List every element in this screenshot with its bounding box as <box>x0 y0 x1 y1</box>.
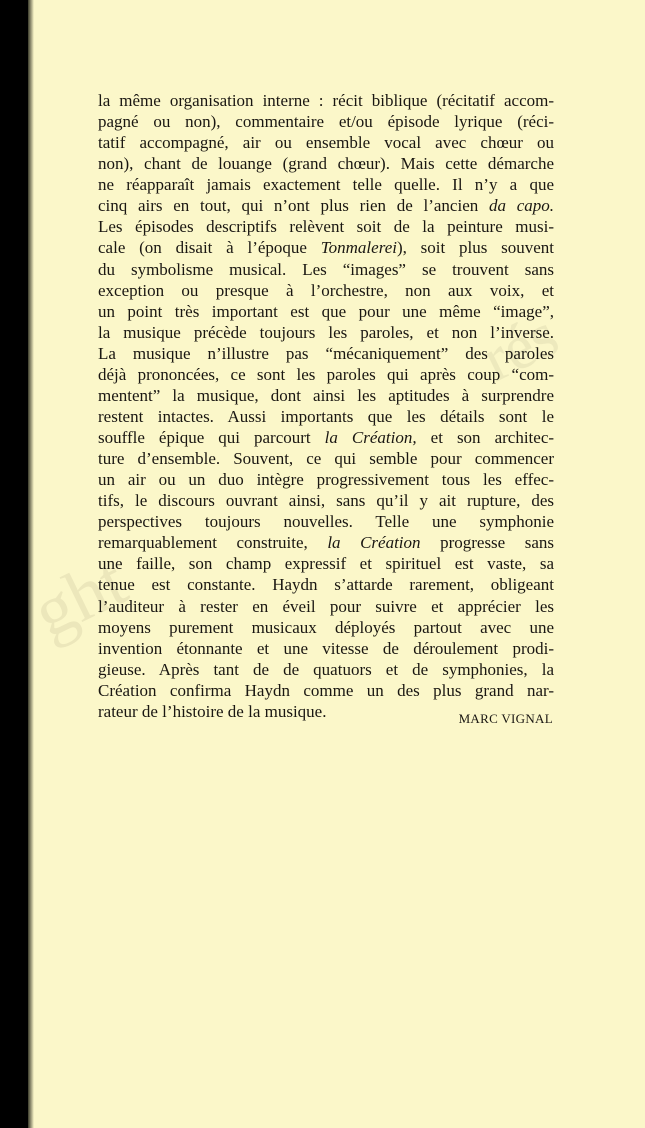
text-segment: cale (on disait à l’époque <box>98 238 307 258</box>
text-line: l’auditeur à rester en éveil pour suivre et apprécier les <box>98 596 554 616</box>
text-line: un air ou un duo intègre progressivement tous les effec- <box>98 470 554 490</box>
text-line: la même organisation interne : récit biblique (récitatif accom- <box>98 91 554 110</box>
text-line: la musique précède toujours les paroles, et non l’inverse. <box>98 322 554 342</box>
italic-term: da capo. <box>488 196 555 216</box>
text-segment: cinq airs en tout, qui n’ont plus rien de l’ancien <box>98 196 479 216</box>
text-line: non), chant de louange (grand chœur). Mais cette démarche <box>98 154 554 174</box>
text-line: moyens purement musicaux déployés partout avec une <box>98 617 554 637</box>
text-line: perspectives toujours nouvelles. Telle une symphonie <box>98 512 554 532</box>
text-line: tatif accompagné, air ou ensemble vocal avec chœur ou <box>98 133 554 153</box>
watermark-text: ght <box>20 540 139 653</box>
text-line: un point très important est que pour une même “image”, <box>98 301 554 321</box>
text-line: déjà prononcées, ce sont les paroles qui après coup “com- <box>98 364 554 384</box>
text-line: tifs, le discours ouvrant ainsi, sans qu’il y ait rupture, des <box>98 491 554 511</box>
text-segment: progresse sans <box>440 533 555 553</box>
text-line <box>98 237 554 258</box>
text-line: rateur de l’histoire de la musique. <box>98 701 327 721</box>
italic-title: la Création, <box>324 428 417 447</box>
text-line: restent intactes. Aussi importants que les détails sont le <box>98 406 554 426</box>
text-segment: et son architec- <box>430 428 555 447</box>
text-line: Création confirma Haydn comme un des plus grand nar- <box>98 680 554 700</box>
text-segment: souffle épique qui parcourt <box>98 428 311 447</box>
text-line: invention étonnante et une vitesse de déroulement prodi- <box>98 638 554 658</box>
author-signature: MARC VIGNAL <box>458 711 553 726</box>
text-segment: ), soit plus souvent <box>396 238 554 258</box>
article-body <box>98 90 554 722</box>
watermark-text-right: rés <box>470 298 569 395</box>
italic-title: la Création <box>327 533 421 553</box>
text-line: tenue est constante. Haydn s’attarde rarement, obligeant <box>98 575 554 595</box>
text-line <box>98 427 554 448</box>
text-line: ne réapparaît jamais exactement telle quelle. Il n’y a que <box>98 175 554 195</box>
text-line: une faille, son champ expressif et spirituel est vaste, sa <box>98 554 554 574</box>
spine-edge <box>28 0 34 1128</box>
text-line: pagné ou non), commentaire et/ou épisode lyrique (réci- <box>98 112 554 132</box>
text-line <box>98 532 554 553</box>
text-line: La musique n’illustre pas “mécaniquement” des paroles <box>98 343 554 363</box>
text-line: Les épisodes descriptifs relèvent soit de la peinture musi- <box>98 217 554 237</box>
text-segment: remarquablement construite, <box>98 533 308 553</box>
text-line: mentent” la musique, dont ainsi les aptitudes à surprendre <box>98 385 554 405</box>
text-line: gieuse. Après tant de de quatuors et de symphonies, la <box>98 659 554 679</box>
text-line: exception ou presque à l’orchestre, non aux voix, et <box>98 280 554 300</box>
text-line: du symbolisme musical. Les “images” se trouvent sans <box>98 259 554 279</box>
text-line: ture d’ensemble. Souvent, ce qui semble pour commencer <box>98 449 554 469</box>
text-line <box>98 195 554 216</box>
book-spine-shadow <box>0 0 28 1128</box>
italic-term: Tonmalerei <box>320 238 397 258</box>
